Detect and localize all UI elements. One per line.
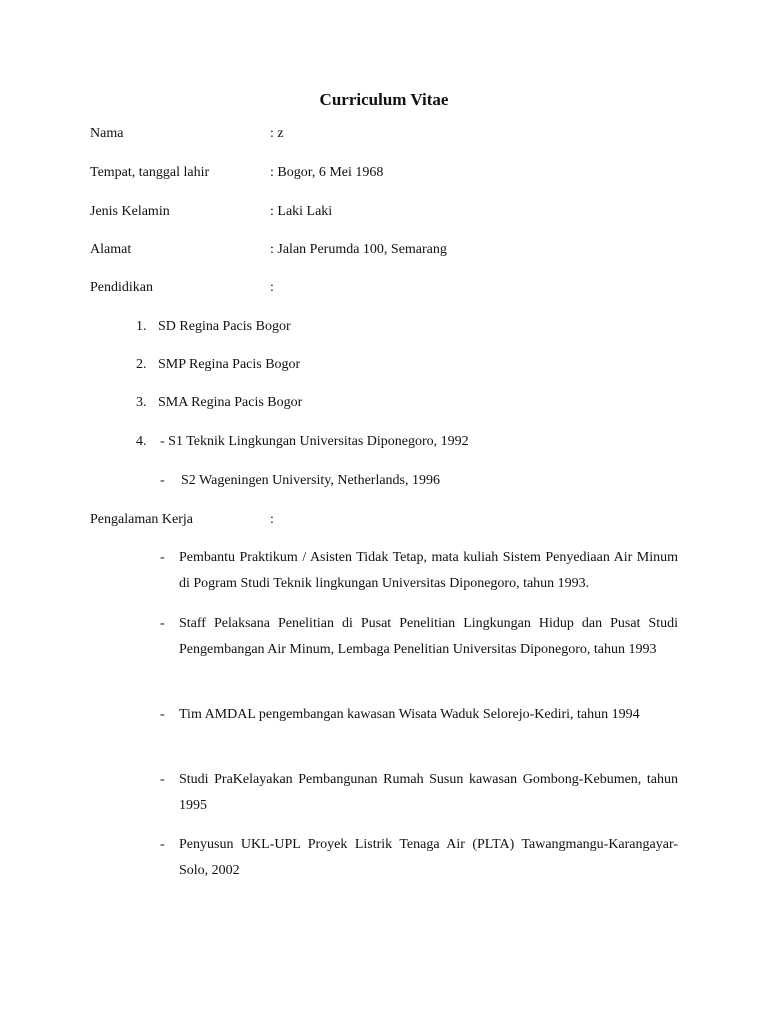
education-number: 2.	[136, 357, 147, 372]
experience-dash: -	[160, 616, 165, 631]
experience-item: Pembantu Praktikum / Asisten Tidak Tetap, mata kuliah Sistem Penyediaan Air Minum di Pogram Studi Teknik lingkungan Universitas Diponegoro, tahun 1993.	[179, 550, 678, 591]
field-value-ttl: : Bogor, 6 Mei 1968	[270, 165, 384, 180]
education-item: SMA Regina Pacis Bogor	[158, 395, 303, 410]
field-value-gender: : Laki Laki	[270, 204, 333, 219]
education-sub-dash: -	[160, 473, 165, 488]
field-label-education: Pendidikan	[90, 280, 153, 295]
experience-dash: -	[160, 707, 165, 722]
field-value-address: : Jalan Perumda 100, Semarang	[270, 242, 447, 257]
document-title: Curriculum Vitae	[319, 90, 449, 109]
experience-item: Penyusun UKL-UPL Proyek Listrik Tenaga Air (PLTA) Tawangmangu-Karangayar-Solo, 2002	[179, 837, 678, 878]
field-label-address: Alamat	[90, 242, 132, 257]
experience-item: Staff Pelaksana Penelitian di Pusat Penelitian Lingkungan Hidup dan Pusat Studi Pengembangan Air Minum, Lembaga Penelitian Universitas Diponegoro, tahun 1993	[179, 616, 678, 657]
education-number: 4.	[136, 434, 147, 449]
experience-item: Studi PraKelayakan Pembangunan Rumah Susun kawasan Gombong-Kebumen, tahun 1995	[179, 772, 678, 813]
education-item: SMP Regina Pacis Bogor	[158, 357, 301, 372]
education-item: SD Regina Pacis Bogor	[158, 319, 291, 334]
experience-item: Tim AMDAL pengembangan kawasan Wisata Waduk Selorejo-Kediri, tahun 1994	[179, 707, 640, 722]
education-item: - S1 Teknik Lingkungan Universitas Diponegoro, 1992	[160, 434, 469, 449]
experience-dash: -	[160, 550, 165, 565]
education-number: 1.	[136, 319, 147, 334]
experience-label: Pengalaman Kerja	[90, 512, 194, 527]
field-label-nama: Nama	[90, 126, 124, 141]
field-label-gender: Jenis Kelamin	[90, 204, 170, 219]
experience-dash: -	[160, 772, 165, 787]
field-value-nama: : z	[270, 126, 284, 141]
field-label-ttl: Tempat, tanggal lahir	[90, 165, 210, 180]
education-number: 3.	[136, 395, 147, 410]
experience-dash: -	[160, 837, 165, 852]
education-sub-item: S2 Wageningen University, Netherlands, 1996	[181, 473, 440, 488]
experience-colon: :	[270, 512, 274, 527]
field-value-education: :	[270, 280, 274, 295]
